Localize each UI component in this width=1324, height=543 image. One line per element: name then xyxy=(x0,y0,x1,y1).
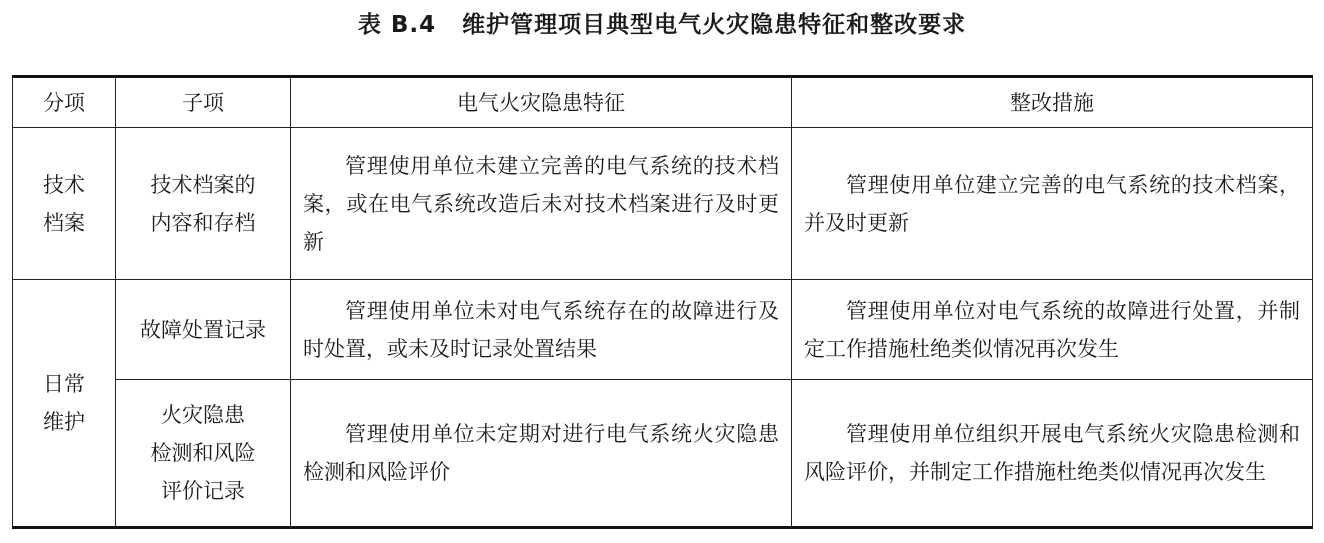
table-number: 表 B.4 xyxy=(357,12,437,38)
rectification-measure-cell: 管理使用单位建立完善的电气系统的技术档案，并及时更新 xyxy=(792,128,1313,280)
header-hazard-feature: 电气火灾隐患特征 xyxy=(291,77,792,128)
table-row xyxy=(13,380,1313,528)
hazard-feature-cell: 管理使用单位未定期对进行电气系统火灾隐患检测和风险评价 xyxy=(291,380,792,528)
header-rectification-measure: 整改措施 xyxy=(792,77,1313,128)
hazard-feature-cell: 管理使用单位未对电气系统存在的故障进行及时处置，或未及时记录处置结果 xyxy=(291,280,792,380)
subitem-line: 技术档案的 xyxy=(150,172,256,197)
subitem-cell xyxy=(116,380,291,528)
hazard-feature-cell: 管理使用单位未建立完善的电气系统的技术档案，或在电气系统改造后未对技术档案进行及时更新 xyxy=(291,128,792,280)
rectification-measure-cell: 管理使用单位对电气系统的故障进行处置，并制定工作措施杜绝类似情况再次发生 xyxy=(792,280,1313,380)
category-cell xyxy=(13,280,116,528)
table-row xyxy=(13,280,1313,380)
category-cell xyxy=(13,128,116,280)
subitem-cell xyxy=(116,128,291,280)
header-subitem: 子项 xyxy=(116,77,291,128)
subitem-line: 故障处置记录 xyxy=(140,317,266,342)
category-line: 维护 xyxy=(43,410,85,434)
rectification-measure-cell: 管理使用单位组织开展电气系统火灾隐患检测和风险评价，并制定工作措施杜绝类似情况再次发生 xyxy=(792,380,1313,528)
header-category: 分项 xyxy=(13,77,116,128)
header-row xyxy=(13,77,1313,128)
table-title: 维护管理项目典型电气火灾隐患特征和整改要求 xyxy=(462,12,967,38)
category-line: 技术 xyxy=(43,172,85,197)
category-line: 档案 xyxy=(43,210,85,235)
category-line: 日常 xyxy=(43,372,85,396)
hazard-table xyxy=(12,75,1313,529)
subitem-line: 火灾隐患 xyxy=(161,403,245,427)
table-caption xyxy=(0,9,1324,41)
subitem-cell xyxy=(116,280,291,380)
subitem-line: 内容和存档 xyxy=(150,210,256,235)
subitem-line: 检测和风险 xyxy=(150,441,256,465)
table-row xyxy=(13,128,1313,280)
subitem-line: 评价记录 xyxy=(161,479,245,503)
